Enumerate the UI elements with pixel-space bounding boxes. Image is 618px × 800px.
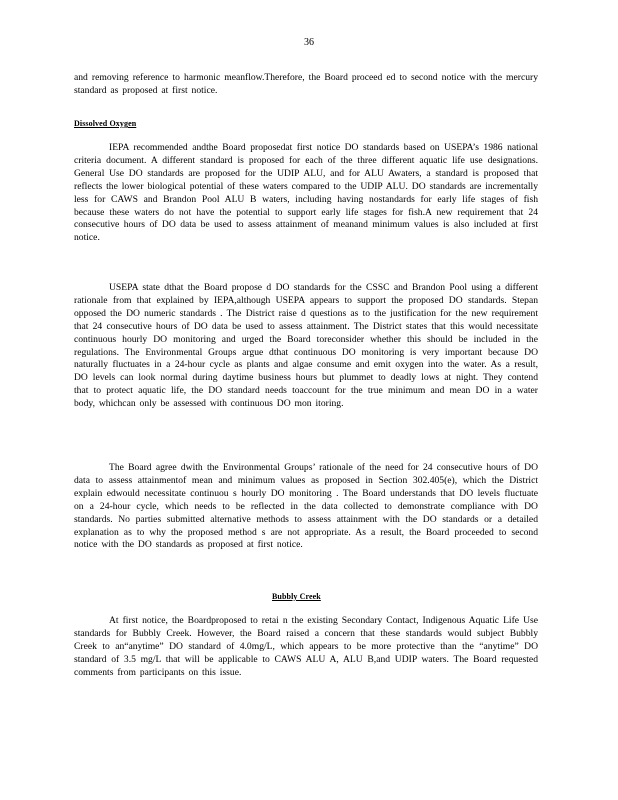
paragraph-board-agreement: The Board agree dwith the Environmental Groups’ rationale of the need for 24 consecutive hours of DO data to assess attainmentof mean and minimum values as proposed in Section 302.405(e), which the District explain edwould necessitate continuou s hourly DO monitoring . The Board understands that DO levels fluctuate on a 24-hour cycle, which needs to be reflected in the data collected to demonstrate compliance with DO standards. No parties submitted alternative methods to assess attainment with the DO standards or a detailed explanation as to why the proposed method s are not appropriate. As a result, the Board proceeded to second notice with the DO standards as proposed at first notice. (74, 462, 538, 551)
section-heading-bubbly-creek: Bubbly Creek (272, 592, 321, 601)
section-heading-dissolved-oxygen: Dissolved Oxygen (74, 119, 137, 128)
page-number: 36 (304, 37, 314, 48)
paragraph-bubbly-creek: At first notice, the Boardproposed to retai n the existing Secondary Contact, Indigenous Aquatic Life Use standards for Bubbly Creek. However, the Board raised a concern that these standards would subject Bubbly Creek to an“anytime” DO standard of 4.0mg/L, which appears to be more protective than the “anytime” DO standard of 3.5 mg/L that will be applicable to CAWS ALU A, ALU B,and UDIP waters. The Board requested comments from participants on this issue. (74, 615, 538, 678)
paragraph-mercury-conclusion: and removing reference to harmonic meanflow.Therefore, the Board proceed ed to second notice with the mercury standard as proposed at first notice. (74, 72, 538, 96)
paragraph-usepa-comments: USEPA state dthat the Board propose d DO standards for the CSSC and Brandon Pool using a different rationale from that explained by IEPA,although USEPA appears to support the proposed DO standards. Stepan opposed the DO numeric standards . The District raise d questions as to the justification for the new requirement that 24 consecutive hours of DO data be used to assess attainment. The District states that this would necessitate continuous hourly DO monitoring and urged the Board toreconsider whether this should be included in the regulations. The Environmental Groups argue dthat continuous DO monitoring is very important because DO naturally fluctuates in a 24-hour cycle as plants and algae consume and emit oxygen into the water. As a result, DO levels can look normal during daytime business hours but plummet to deadly lows at night. They contend that to protect aquatic life, the DO standard needs toaccount for the true minimum and mean DO in a water body, whichcan only be assessed with continuous DO mon itoring. (74, 282, 538, 410)
paragraph-iepa-recommendation: IEPA recommended andthe Board proposedat first notice DO standards based on USEPA’s 1986 national criteria document. A different standard is proposed for each of the three different aquatic life use designations. General Use DO standards are proposed for the UDIP ALU, and for ALU Awaters, a standard is proposed that reflects the lower biological potential of these waters compared to the UDIP ALU. DO standards are incrementally less for CAWS and Brandon Pool ALU B waters, including having nostandards for early life stages of fish because these waters do not have the potential to support early life stages for fish.A new requirement that 24 consecutive hours of DO data be used to assess attainment of meanand minimum values is also included at first notice. (74, 142, 539, 244)
